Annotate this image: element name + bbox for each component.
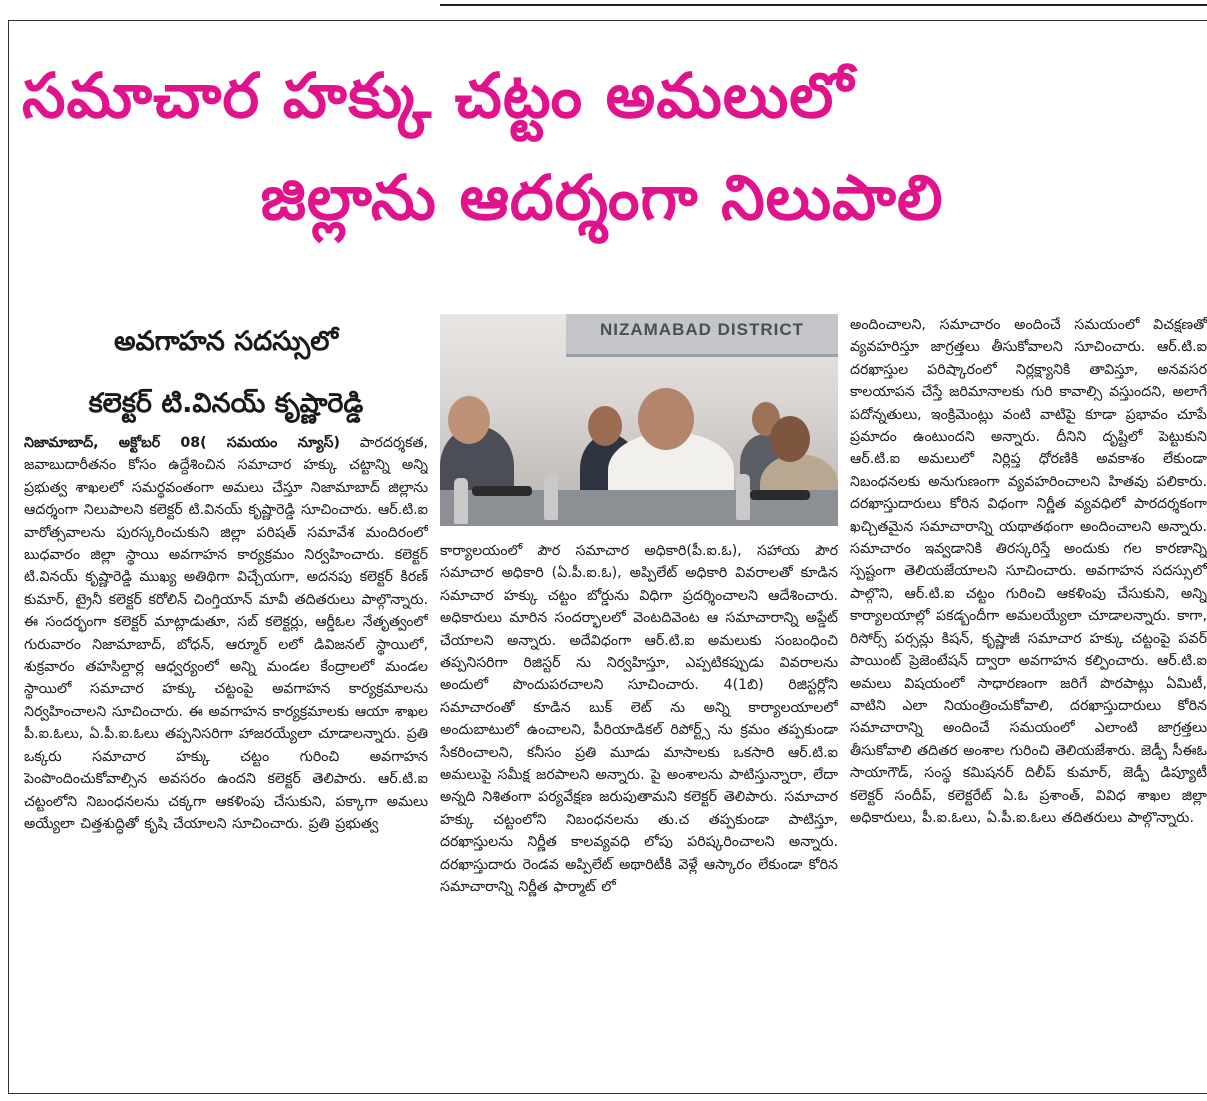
microphone — [750, 490, 810, 500]
top-rule — [440, 4, 1207, 6]
water-bottle — [454, 478, 468, 524]
microphone — [472, 486, 532, 496]
article-column-3: అందించాలని, సమాచారం అందించే సమయంలో విచక్షణతో వ్యవహరిస్తూ జాగ్రత్తలు తీసుకోవాలని సూచించారు. ఆర్.టి.ఐ దరఖాస్తుల పరిష్కారంలో నిర్లక్ష్యానికి తావిస్తూ, అనవసర కాలయాపన చేస్తే జరిమానాలకు గురి కావాల్సి వస్తుందని, అలాగే పదోన్నతులు, ఇంక్రిమెంట్లు వంటి వాటిపై కూడా ప్రభావం చూపే ప్రమాదం ఉంటుందని అన్నారు. దీనిని దృష్టిలో పెట్టుకుని ఆర్.టి.ఐ అమలులో నిర్లిప్త ధోరణికి అవకాశం లేకుండా నిబంధనలకు అనుగుణంగా వ్యవహరించాలని హితవు పలికారు. దరఖాస్తుదారులు కోరిన విధంగా నిర్ణీత వ్యవధిలో పారదర్శకంగా ఖచ్చితమైన సమాచారాన్ని యథాతథంగా అందించాలని అన్నారు. సమాచారం ఇవ్వడానికి తిరస్కరిస్తే అందుకు గల కారణాన్ని స్పష్టంగా తెలియజేయాలని సూచించారు. అవగాహన సదస్సులో పాల్గొని, ఆర్.టి.ఐ చట్టం గురించి ఆకళింపు చేసుకుని, అన్ని కార్యాలయాల్లో పకడ్బందీగా అమలయ్యేలా చూడాలన్నారు. కాగా, రిసోర్స్ పర్సన్లు కిషన్, కృష్ణాజీ సమాచార హక్కు చట్టంపై పవర్ పాయింట్ ప్రెజెంటేషన్ ద్వారా అవగాహన కల్పించారు. ఆర్.టి.ఐ అమలు విషయంలో సాధారణంగా జరిగే పొరపాట్లు ఏమిటీ, వాటిని ఎలా నియంత్రించుకోవాలి, దరఖాస్తుదారులు కోరిన సమాచారాన్ని అందించే సమయంలో ఎలాంటి జాగ్రత్తలు తీసుకోవాలి తదితర అంశాల గురించి తెలియజేశారు. జెడ్పీ సీఈఓ సాయాగౌడ్, సంస్థ కమిషనర్ దిలీప్ కుమార్, జెడ్పీ డిప్యూటీ కలెక్టర్ సందీప్, కలెక్టరేట్ ఏ.ఓ ప్రశాంత్, వివిధ శాఖల జిల్లా అధికారులు, పీ.ఐ.ఓలు, ఏ.పీ.ఐ.ఓలు తదితరులు పాల్గొన్నారు. — [850, 317, 1207, 826]
article-dateline: నిజామాబాద్, అక్టోబర్ 08( సమయం న్యూస్) — [24, 435, 340, 451]
water-bottle — [736, 474, 750, 520]
person-head — [588, 406, 622, 446]
subheadline-line-2: కలెక్టర్ టి.వినయ్ కృష్ణారెడ్డి — [88, 388, 364, 419]
event-photo — [440, 314, 838, 526]
headline-line-1: సమాచార హక్కు చట్టం అమలులో — [22, 59, 855, 132]
water-bottle — [544, 474, 558, 520]
article-text-1: పారదర్శకత, జవాబుదారీతనం కోసం ఉద్దేశించిన సమాచార హక్కు చట్టాన్ని అన్ని ప్రభుత్వ శాఖలలో సమర్థవంతంగా అమలు చేస్తూ నిజామాబాద్ జిల్లాను ఆదర్శంగా నిలుపాలని కలెక్టర్ టి.వినయ్ కృష్ణారెడ్డి సూచించారు. ఆర్.టి.ఐ వారోత్సవాలను పురస్కరించుకుని జిల్లా పరిషత్ సమావేశ మందిరంలో బుధవారం జిల్లా స్థాయి అవగాహన కార్యక్రమం నిర్వహించారు. కలెక్టర్ టి.వినయ్ కృష్ణారెడ్డి ముఖ్య అతిథిగా విచ్చేయగా, అదనపు కలెక్టర్ కిరణ్ కుమార్, ట్రైనీ కలెక్టర్ కరోలిన్ చింగ్తియాన్ మావీ తదితరులు పాల్గొన్నారు. ఈ సందర్భంగా కలెక్టర్ మాట్లాడుతూ, సబ్ కలెక్టర్లు, ఆర్డీఓల నేతృత్వంలో గురువారం నిజామాబాద్, బోధన్, ఆర్మూర్ లలో డివిజనల్ స్థాయిలో, శుక్రవారం తహసిల్దార్ల ఆధ్వర్యంలో అన్ని మండల కేంద్రాలలో మండల స్థాయిలో సమాచార హక్కు చట్టంపై అవగాహన కార్యక్రమాలను నిర్వహించాలని సూచించారు. ఈ అవగాహన కార్యక్రమాలకు ఆయా శాఖల పీ.ఐ.ఓలు, ఏ.పీ.ఐ.ఓలు తప్పనిసరిగా హాజరయ్యేలా చూడాలన్నారు. ప్రతి ఒక్కరు సమాచార హక్కు చట్టం గురించి అవగాహన పెంపొందించుకోవాల్సిన అవసరం ఉందని కలెక్టర్ తెలిపారు. ఆర్.టి.ఐ చట్టంలోని నిబంధనలను చక్కగా ఆకళింపు చేసుకుని, పక్కాగా అమలు అయ్యేలా చిత్తశుద్ధితో కృషి చేయాలని సూచించారు. ప్రతి ప్రభుత్వ — [24, 435, 428, 832]
person-head — [638, 388, 694, 450]
photo-banner — [566, 314, 838, 357]
article-column-1 — [24, 432, 428, 1087]
headline-line-2: జిల్లాను ఆదర్శంగా నిలుపాలి — [260, 161, 944, 234]
article-column-2: కార్యాలయంలో పౌర సమాచార అధికారి(పీ.ఐ.ఓ), సహాయ పౌర సమాచార అధికారి (ఏ.పీ.ఐ.ఓ), అప్పిలేట్ అధికారి వివరాలతో కూడిన సమాచార హక్కు చట్టం బోర్డును విధిగా ప్రదర్శించాలని ఆదేశించారు. అధికారులు మారిన సందర్భాలలో వెంటదివెంట ఆ సమాచారాన్ని అప్డేట్ చేయాలని అన్నారు. అదేవిధంగా ఆర్.టి.ఐ అమలుకు సంబంధించి తప్పనిసరిగా రిజిస్టర్ ను నిర్వహిస్తూ, ఎప్పటికప్పుడు వివరాలను అందులో పొందుపరచాలని సూచించారు. 4(1బి) రిజిస్టర్లోని సమాచారంతో కూడిన బుక్ లెట్ ను అన్ని కార్యాలయాలలో అందుబాటులో ఉంచాలని, పీరియాడికల్ రిపోర్ట్స్ ను క్రమం తప్పకుండా సేకరించాలని, కనీసం ప్రతి మూడు మాసాలకు ఒకసారి ఆర్.టి.ఐ అమలుపై సమీక్ష జరపాలని అన్నారు. పై అంశాలను పాటిస్తున్నారా, లేదా అన్నది నిశితంగా పర్యవేక్షణ జరుపుతామని కలెక్టర్ తెలిపారు. సమాచార హక్కు చట్టంలోని నిబంధనలను తు.చ తప్పకుండా పాటిస్తూ, దరఖాస్తులను నిర్ణీత కాలవ్యవధి లోపు పరిష్కరించాలని అన్నారు. దరఖాస్తుదారు రెండవ అప్పిలేట్ అథారిటీకి వెళ్లే ఆస్కారం లేకుండా కోరిన సమాచారాన్ని నిర్ణీత ఫార్మాట్ లో — [440, 543, 838, 896]
person-head — [770, 416, 810, 462]
subheadline-line-1: అవగాహన సదస్సులో — [113, 326, 339, 357]
person-head — [448, 396, 490, 444]
photo-banner-text: NIZAMABAD DISTRICT — [599, 320, 805, 339]
